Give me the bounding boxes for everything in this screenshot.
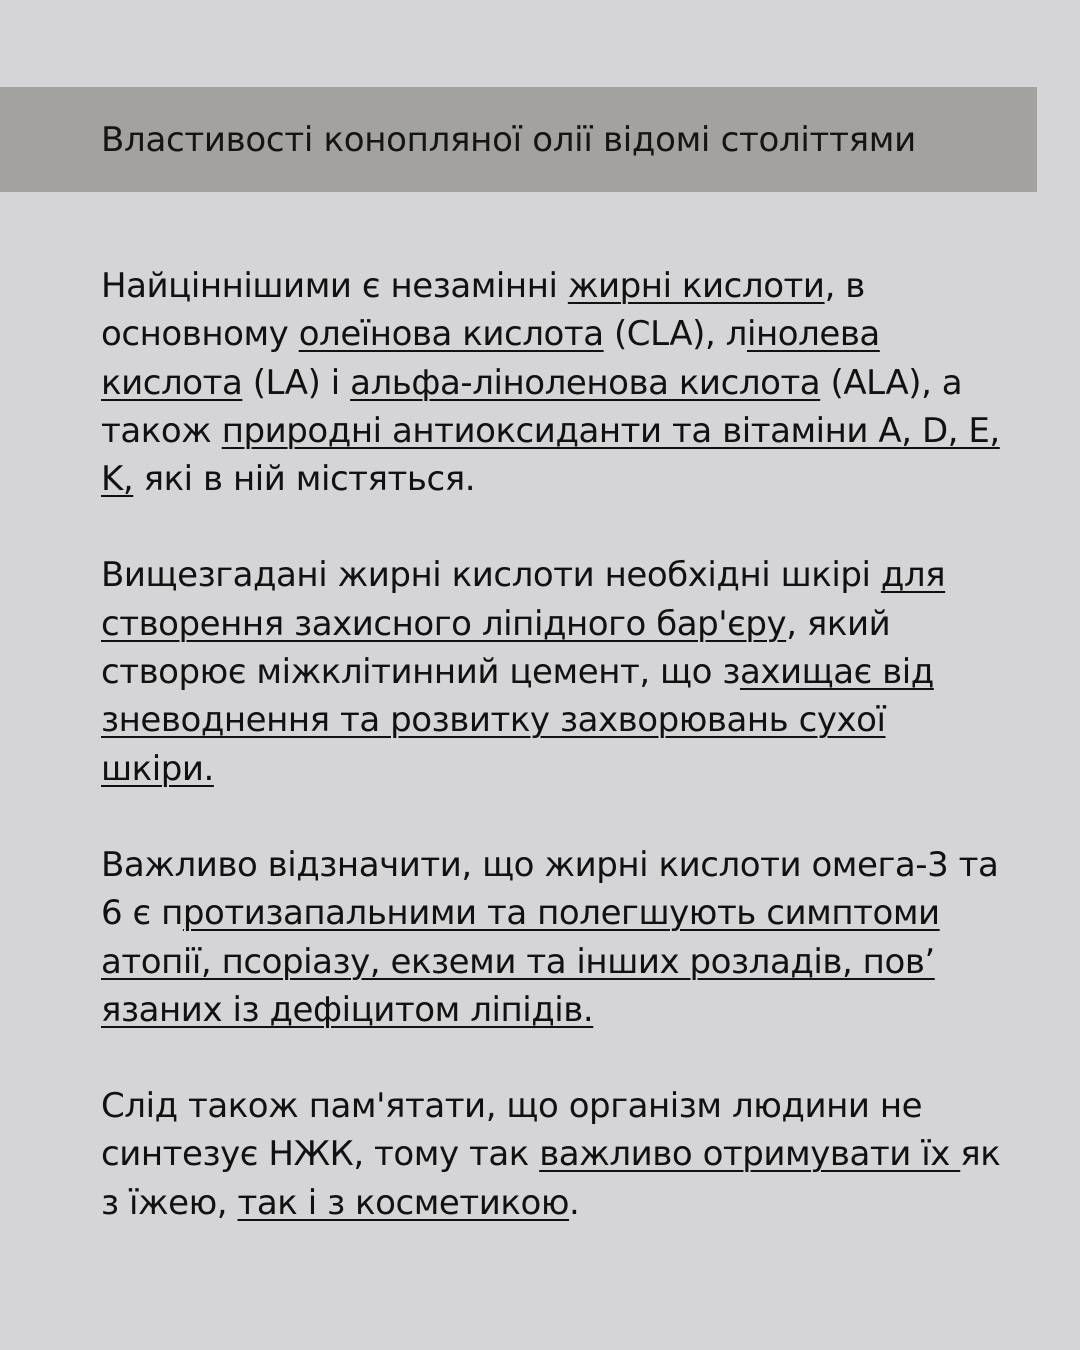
text-run: які в ній містяться. <box>133 459 476 500</box>
text-run: (CLA), л <box>603 314 747 355</box>
text-line <box>101 1130 1001 1178</box>
text-line <box>101 696 1001 744</box>
text-line <box>101 841 1001 889</box>
underlined-text-run: важливо отримувати їх <box>539 1134 961 1175</box>
page-title: Властивості конопляної олії відомі століттями <box>101 119 916 160</box>
text-run: створює міжклітинний цемент, що з <box>101 652 740 693</box>
text-run: з їжею, <box>101 1182 238 1223</box>
text-run: основному <box>101 314 299 355</box>
underlined-text-run: кислота <box>101 362 243 403</box>
text-run: , який <box>786 603 891 644</box>
underlined-text-run: шкіри. <box>101 748 214 789</box>
text-run: , в <box>824 266 865 306</box>
text-run: Важливо відзначити, що жирні кислоти омега-3 та <box>101 844 999 885</box>
underlined-text-run: жирні кислоти <box>567 266 825 306</box>
text-line <box>101 262 1001 310</box>
paragraph-fatty-acids <box>101 262 1001 503</box>
text-line <box>101 310 1001 358</box>
text-run: Вищезгадані жирні кислоти необхідні шкірі <box>101 555 881 596</box>
text-line <box>101 1179 1001 1227</box>
text-run: як <box>960 1134 1001 1175</box>
underlined-text-run: зневоднення та розвитку захворювань сухої <box>101 700 886 741</box>
text-line <box>101 648 1001 696</box>
text-run: Найціннішими є незамінні <box>101 266 568 306</box>
text-line <box>101 745 1001 793</box>
text-line <box>101 986 1001 1034</box>
header-band <box>0 87 1037 192</box>
text-line <box>101 889 1001 937</box>
text-line <box>101 938 1001 986</box>
underlined-text-run: олеїнова кислота <box>298 314 604 355</box>
text-line <box>101 600 1001 648</box>
paragraph-lipid-barrier <box>101 551 1001 792</box>
text-line <box>101 359 1001 407</box>
text-line <box>101 455 1001 503</box>
underlined-text-run: для <box>880 555 946 596</box>
text-line <box>101 1082 1001 1130</box>
underlined-text-run: так і з косметикою <box>237 1182 570 1223</box>
underlined-text-run: ротизапальними та полегшують симптоми <box>182 893 940 934</box>
text-run: (ALA), а <box>820 362 963 403</box>
text-run: також <box>101 410 222 451</box>
text-run: синтезує НЖК, тому так <box>101 1134 540 1175</box>
paragraph-essential-fatty-acids <box>101 1082 1001 1227</box>
underlined-text-run: K, <box>101 459 134 500</box>
article-body <box>101 262 1001 1275</box>
text-line <box>101 551 1001 599</box>
underlined-text-run: інолева <box>746 314 880 355</box>
text-run: 6 є п <box>101 893 183 934</box>
text-line <box>101 407 1001 455</box>
underlined-text-run: ахищає від <box>739 652 934 693</box>
underlined-text-run: природні антиоксиданти та вітаміни A, D, E, <box>221 410 1000 451</box>
text-run: . <box>569 1182 580 1223</box>
text-run: (LA) і <box>242 362 351 403</box>
underlined-text-run: язаних із дефіцитом ліпідів. <box>101 989 594 1030</box>
paragraph-omega <box>101 841 1001 1034</box>
text-run: Слід також пам'ятати, що організм людини не <box>101 1086 923 1127</box>
underlined-text-run: створення захисного ліпідного бар'єру <box>101 603 787 644</box>
underlined-text-run: атопії, псоріазу, екземи та інших розладів, пов’ <box>101 941 935 982</box>
underlined-text-run: альфа-ліноленова кислота <box>350 362 821 403</box>
